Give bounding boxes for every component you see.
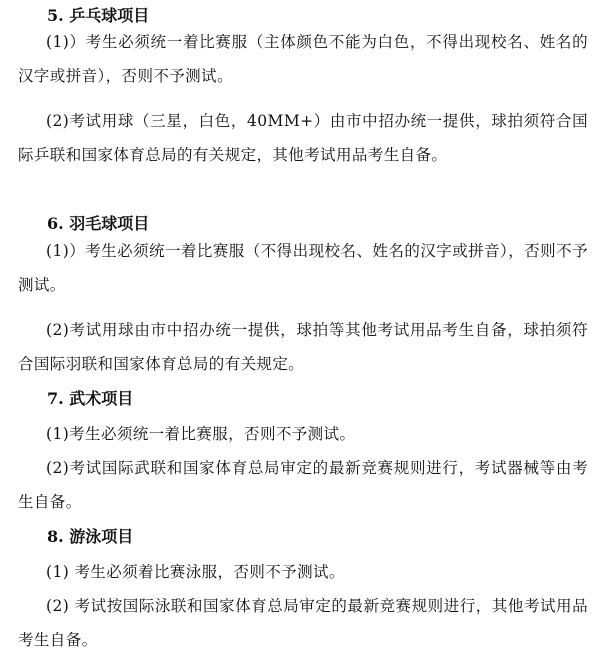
section-heading: 6. 羽毛球项目	[47, 214, 150, 233]
section-heading: 5. 乒乓球项目	[47, 6, 150, 25]
section-item: (1) 考生必须着比赛泳服，否则不予测试。	[46, 563, 345, 581]
section-heading: 8. 游泳项目	[47, 527, 134, 546]
section-item: (2)考试国际武联和国家体育总局审定的最新竞赛规则进行，考试器械等由考生自备。	[18, 459, 588, 511]
section-item: (2) 考试按国际泳联和国家体育总局审定的最新竞赛规则进行，其他考试用品考生自备。	[18, 597, 588, 649]
section-heading: 7. 武术项目	[47, 389, 134, 408]
section-item: (1)考生必须统一着比赛服，否则不予测试。	[46, 425, 356, 443]
section-item: (2)考试用球（三星，白色，40MM+）由市中招办统一提供，球拍须符合国际乒联和国家体育总局的有关规定，其他考试用品考生自备。	[18, 112, 588, 164]
section-item: (1)）考生必须统一着比赛服（不得出现校名、姓名的汉字或拼音），否则不予测试。	[18, 242, 588, 294]
section-item: (2)考试用球由市中招办统一提供，球拍等其他考试用品考生自备，球拍须符合国际羽联和国家体育总局的有关规定。	[18, 321, 588, 373]
section-item: (1)）考生必须统一着比赛服（主体颜色不能为白色，不得出现校名、姓名的汉字或拼音），否则不予测试。	[18, 33, 588, 85]
